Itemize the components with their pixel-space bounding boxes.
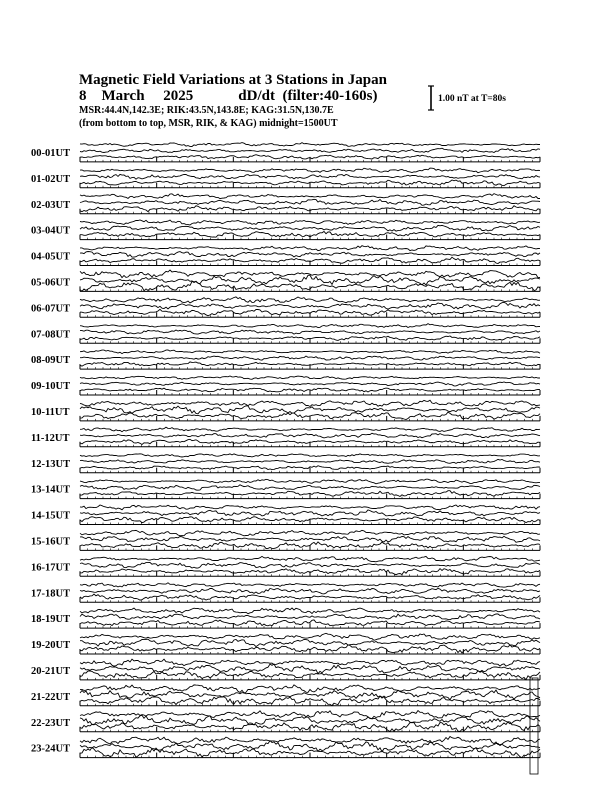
row-label: 06-07UT bbox=[31, 303, 71, 315]
trace-rik bbox=[80, 225, 540, 231]
trace-rik bbox=[80, 330, 540, 334]
trace-kag bbox=[80, 220, 540, 225]
hour-row bbox=[31, 633, 540, 654]
hour-row bbox=[31, 479, 540, 498]
hour-row bbox=[31, 659, 540, 680]
row-label: 14-15UT bbox=[31, 510, 71, 522]
row-label: 03-04UT bbox=[31, 225, 71, 237]
row-label: 12-13UT bbox=[31, 458, 71, 470]
trace-kag bbox=[80, 427, 540, 432]
trace-kag bbox=[80, 400, 540, 406]
scale-bar-label: 1.00 nT at T=80s bbox=[438, 94, 506, 104]
hourly-rows bbox=[31, 143, 540, 774]
hour-row bbox=[31, 505, 540, 525]
trace-rik bbox=[80, 382, 540, 386]
trace-rik bbox=[80, 302, 540, 309]
trace-kag bbox=[80, 143, 540, 147]
trace-rik bbox=[80, 563, 540, 569]
row-label: 23-24UT bbox=[31, 743, 71, 755]
row-label: 02-03UT bbox=[31, 199, 71, 211]
row-label: 05-06UT bbox=[31, 277, 71, 289]
trace-kag bbox=[80, 711, 540, 719]
trace-kag bbox=[80, 583, 540, 587]
row-label: 15-16UT bbox=[31, 536, 71, 548]
scale-bar bbox=[428, 86, 434, 110]
trace-msr bbox=[80, 206, 540, 212]
row-label: 11-12UT bbox=[31, 432, 70, 444]
trace-rik bbox=[80, 614, 540, 620]
hour-row bbox=[31, 168, 540, 188]
trace-rik bbox=[80, 510, 540, 516]
trace-rik bbox=[80, 275, 540, 285]
trace-rik bbox=[80, 536, 540, 542]
hour-row bbox=[31, 246, 540, 266]
hour-row bbox=[31, 324, 540, 344]
trace-kag bbox=[80, 168, 540, 173]
hour-row bbox=[31, 350, 540, 369]
trace-rik bbox=[80, 664, 540, 674]
trace-kag bbox=[80, 608, 540, 614]
trace-rik bbox=[80, 252, 540, 258]
hour-row bbox=[31, 530, 540, 550]
hour-row bbox=[31, 220, 540, 240]
trace-rik bbox=[80, 356, 540, 360]
row-label: 21-22UT bbox=[31, 691, 71, 703]
row-label: 01-02UT bbox=[31, 173, 71, 185]
trace-rik bbox=[80, 199, 540, 205]
chart-date-and-filter: 8 March 2025 dD/dt (filter:40-160s) bbox=[79, 88, 378, 104]
chart-title: Magnetic Field Variations at 3 Stations in Japan bbox=[79, 72, 387, 88]
row-label: 08-09UT bbox=[31, 355, 71, 367]
trace-rik bbox=[80, 639, 540, 646]
trace-rik bbox=[80, 588, 540, 594]
row-label: 22-23UT bbox=[31, 717, 71, 729]
trace-rik bbox=[80, 459, 540, 463]
hour-row bbox=[31, 143, 540, 162]
hour-row bbox=[31, 297, 540, 317]
trace-kag bbox=[80, 350, 540, 354]
hour-row bbox=[31, 711, 540, 732]
row-label: 00-01UT bbox=[31, 148, 71, 159]
hour-row bbox=[31, 583, 540, 602]
trace-kag bbox=[80, 376, 540, 379]
row-label: 17-18UT bbox=[31, 588, 71, 600]
trace-kag bbox=[80, 530, 540, 535]
trace-rik bbox=[80, 148, 540, 152]
hour-row bbox=[31, 737, 540, 758]
trace-rik bbox=[80, 174, 540, 179]
hour-row bbox=[31, 608, 540, 628]
trace-kag bbox=[80, 737, 540, 745]
row-label: 13-14UT bbox=[31, 484, 71, 496]
trace-kag bbox=[80, 685, 540, 693]
trace-kag bbox=[80, 246, 540, 251]
row-label: 09-10UT bbox=[31, 381, 71, 393]
trace-kag bbox=[80, 324, 540, 328]
row-label: 04-05UT bbox=[31, 251, 71, 263]
row-label: 16-17UT bbox=[31, 562, 71, 574]
hour-row bbox=[31, 376, 540, 395]
trace-order-note: (from bottom to top, MSR, RIK, & KAG) midnight=1500UT bbox=[79, 118, 338, 129]
trace-rik bbox=[80, 485, 540, 490]
row-label: 18-19UT bbox=[31, 614, 71, 626]
hour-row bbox=[31, 454, 540, 473]
trace-kag bbox=[80, 633, 540, 640]
hour-row bbox=[31, 556, 540, 576]
row-label: 07-08UT bbox=[31, 329, 71, 341]
row-label: 20-21UT bbox=[31, 666, 71, 677]
trace-kag bbox=[80, 297, 540, 303]
trace-kag bbox=[80, 454, 540, 457]
trace-kag bbox=[80, 505, 540, 510]
trace-rik bbox=[80, 433, 540, 438]
trace-kag bbox=[80, 659, 540, 666]
trace-kag bbox=[80, 194, 540, 199]
hour-row bbox=[31, 194, 540, 214]
hour-row bbox=[31, 270, 540, 291]
station-coordinates: MSR:44.4N,142.3E; RIK:43.5N,143.8E; KAG:31.5N,130.7E bbox=[79, 105, 334, 116]
row-label: 10-11UT bbox=[31, 407, 70, 418]
hour-row bbox=[31, 685, 540, 706]
row-label: 19-20UT bbox=[31, 640, 71, 652]
hour-row bbox=[31, 400, 540, 421]
trace-kag bbox=[80, 556, 540, 561]
hour-row bbox=[31, 427, 540, 447]
trace-kag bbox=[80, 479, 540, 484]
